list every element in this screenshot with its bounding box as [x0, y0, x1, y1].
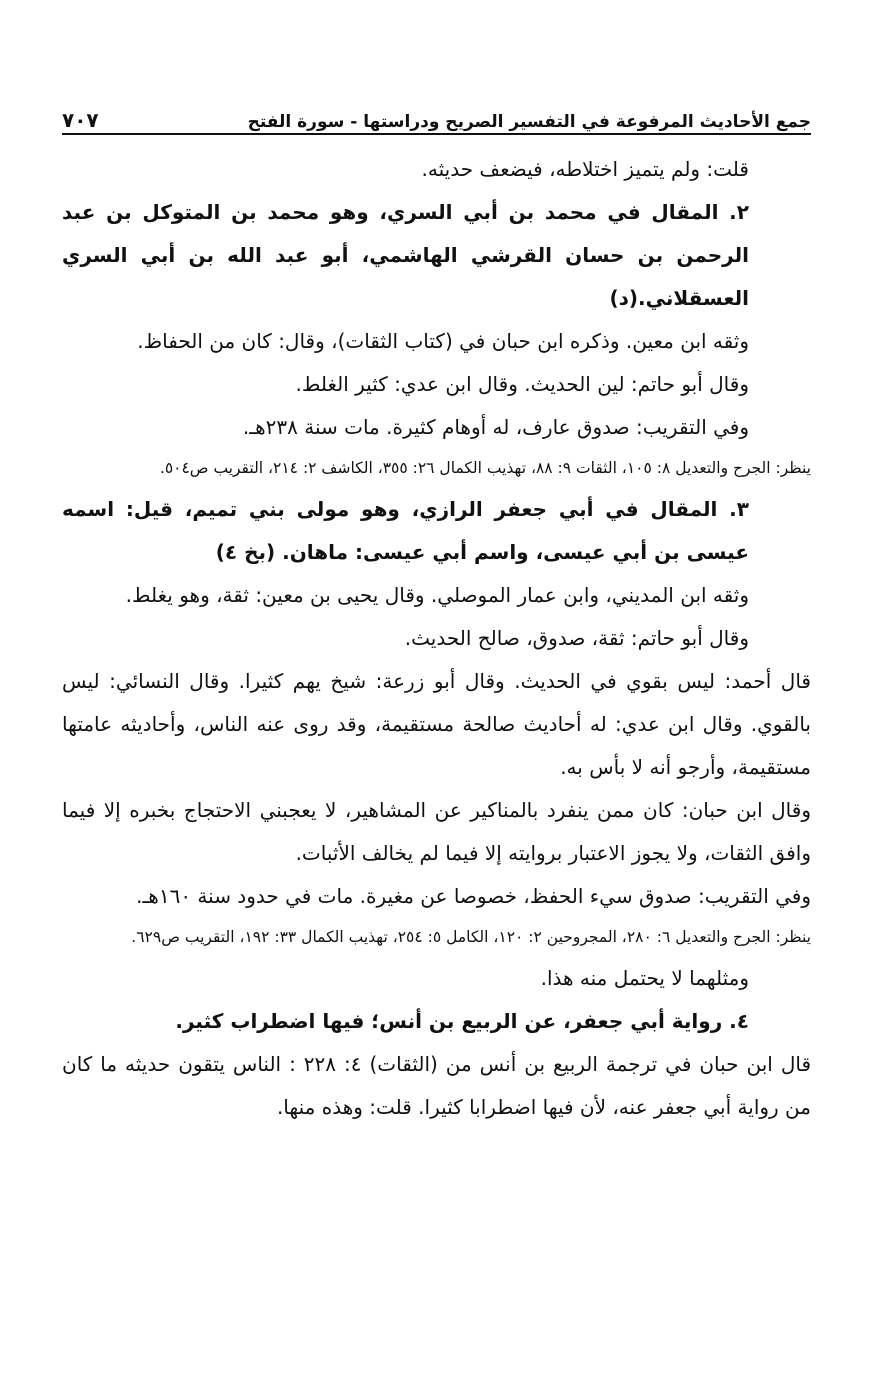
- paragraph: وقال ابن حبان: كان ممن ينفرد بالمناكير عن المشاهير، لا يعجبني الاحتجاج بخبره إلا فيما وافق الثقات، ولا يجوز الاعتبار بروايته إلا فيما لم يخالف الأثبات.: [62, 798, 811, 865]
- header-title: جمع الأحاديث المرفوعة في التفسير الصريح ودراستها - سورة الفتح: [247, 112, 811, 132]
- reference-note: ينظر: الجرح والتعديل ٦: ٢٨٠، المجروحين ٢: ١٢٠، الكامل ٥: ٢٥٤، تهذيب الكمال ٣٣: ١٩٢، التقريب ص٦٢٩.: [131, 928, 811, 946]
- page-body: [62, 148, 811, 1129]
- paragraph: وفي التقريب: صدوق سيء الحفظ، خصوصا عن مغيرة. مات في حدود سنة ١٦٠هـ.: [136, 884, 811, 908]
- paragraph: وفي التقريب: صدوق عارف، له أوهام كثيرة. مات سنة ٢٣٨هـ.: [242, 415, 749, 439]
- section-heading: ٤. رواية أبي جعفر، عن الربيع بن أنس؛ فيها اضطراب كثير.: [175, 1009, 749, 1033]
- section-heading: ٢. المقال في محمد بن أبي السري، وهو محمد بن المتوكل بن عبد الرحمن بن حسان القرشي الهاشمي، أبو عبد الله بن أبي السري العسقلاني.(د): [62, 200, 749, 310]
- paragraph: ومثلهما لا يحتمل منه هذا.: [540, 966, 749, 990]
- paragraph: وقال أبو حاتم: ثقة، صدوق، صالح الحديث.: [404, 626, 749, 650]
- paragraph: قلت: ولم يتميز اختلاطه، فيضعف حديثه.: [421, 157, 749, 181]
- page-number: ٧٠٧: [62, 108, 99, 132]
- running-header: [62, 100, 811, 132]
- paragraph: وثقه ابن معين. وذكره ابن حبان في (كتاب الثقات)، وقال: كان من الحفاظ.: [137, 329, 749, 353]
- paragraph: قال أحمد: ليس بقوي في الحديث. وقال أبو زرعة: شيخ يهم كثيرا. وقال النسائي: ليس بالقوي. وقال ابن عدي: له أحاديث صالحة مستقيمة، وقد روى عنه الناس، وأحاديثه عامتها مستقيمة، وأرجو أنه لا بأس به.: [62, 669, 811, 779]
- section-heading: ٣. المقال في أبي جعفر الرازي، وهو مولى بني تميم، قيل: اسمه عيسى بن أبي عيسى، واسم أبي عيسى: ماهان. (بخ ٤): [62, 497, 749, 564]
- paragraph: قال ابن حبان في ترجمة الربيع بن أنس من (الثقات) ٤: ٢٢٨ : الناس يتقون حديثه ما كان من رواية أبي جعفر عنه، لأن فيها اضطرابا كثيرا. قلت: وهذه منها.: [62, 1052, 812, 1119]
- reference-note: ينظر: الجرح والتعديل ٨: ١٠٥، الثقات ٩: ٨٨، تهذيب الكمال ٢٦: ٣٥٥، الكاشف ٢: ٢١٤، التقريب ص٥٠٤.: [159, 459, 811, 477]
- paragraph: وقال أبو حاتم: لين الحديث. وقال ابن عدي: كثير الغلط.: [295, 372, 749, 396]
- paragraph: وثقه ابن المديني، وابن عمار الموصلي. وقال يحيى بن معين: ثقة، وهو يغلط.: [125, 583, 749, 607]
- header-rule: [62, 133, 811, 135]
